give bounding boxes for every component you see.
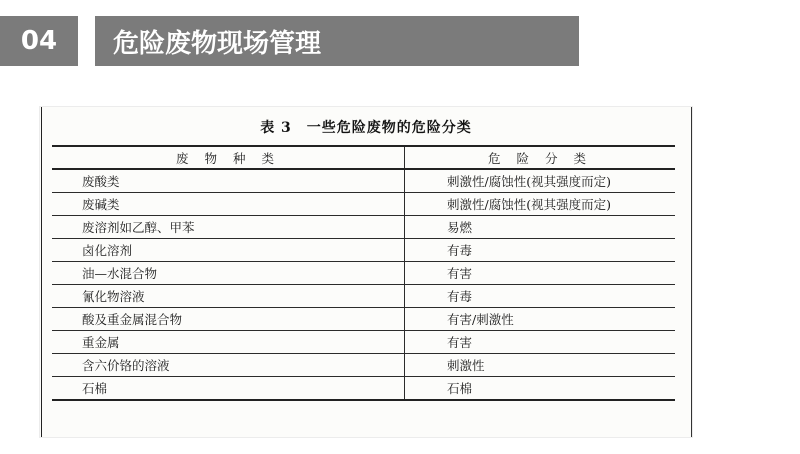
table-caption: 表 3 一些危险废物的危险分类	[260, 120, 472, 136]
waste-type-cell: 酸及重金属混合物	[52, 308, 405, 331]
hazard-class-cell: 有害	[405, 331, 676, 354]
table-row	[52, 377, 675, 401]
hazard-class-cell: 刺激性/腐蚀性(视其强度而定)	[405, 169, 676, 193]
waste-type-cell: 废溶剂如乙醇、甲苯	[52, 216, 405, 239]
table-row	[52, 331, 675, 354]
hazard-class-cell: 有毒	[405, 285, 676, 308]
hazard-class-cell: 刺激性/腐蚀性(视其强度而定)	[405, 193, 676, 216]
table-row	[52, 262, 675, 285]
waste-type-cell: 重金属	[52, 331, 405, 354]
table-row	[52, 285, 675, 308]
scanned-table-image	[40, 107, 692, 437]
hazard-class-cell: 易燃	[405, 216, 676, 239]
waste-type-cell: 废碱类	[52, 193, 405, 216]
hazard-class-cell: 石棉	[405, 377, 676, 401]
waste-type-cell: 石棉	[52, 377, 405, 401]
table-row	[52, 239, 675, 262]
section-number-box	[0, 16, 78, 66]
table-row	[52, 308, 675, 331]
column-header-waste-type: 废 物 种 类	[52, 146, 405, 169]
table-row	[52, 169, 675, 193]
hazard-classification-table	[52, 145, 675, 401]
column-header-hazard-class: 危 险 分 类	[405, 146, 676, 169]
waste-type-cell: 氰化物溶液	[52, 285, 405, 308]
hazard-class-cell: 有害	[405, 262, 676, 285]
table-row	[52, 354, 675, 377]
table-row	[52, 193, 675, 216]
table-header-row	[52, 146, 675, 169]
hazard-class-cell: 有害/刺激性	[405, 308, 676, 331]
section-title-box	[95, 16, 579, 66]
table-row	[52, 216, 675, 239]
waste-type-cell: 卤化溶剂	[52, 239, 405, 262]
section-title: 危险废物现场管理	[113, 28, 322, 59]
waste-type-cell: 油—水混合物	[52, 262, 405, 285]
hazard-class-cell: 有毒	[405, 239, 676, 262]
waste-type-cell: 废酸类	[52, 169, 405, 193]
section-number: 04	[20, 26, 58, 56]
waste-type-cell: 含六价铬的溶液	[52, 354, 405, 377]
hazard-class-cell: 刺激性	[405, 354, 676, 377]
